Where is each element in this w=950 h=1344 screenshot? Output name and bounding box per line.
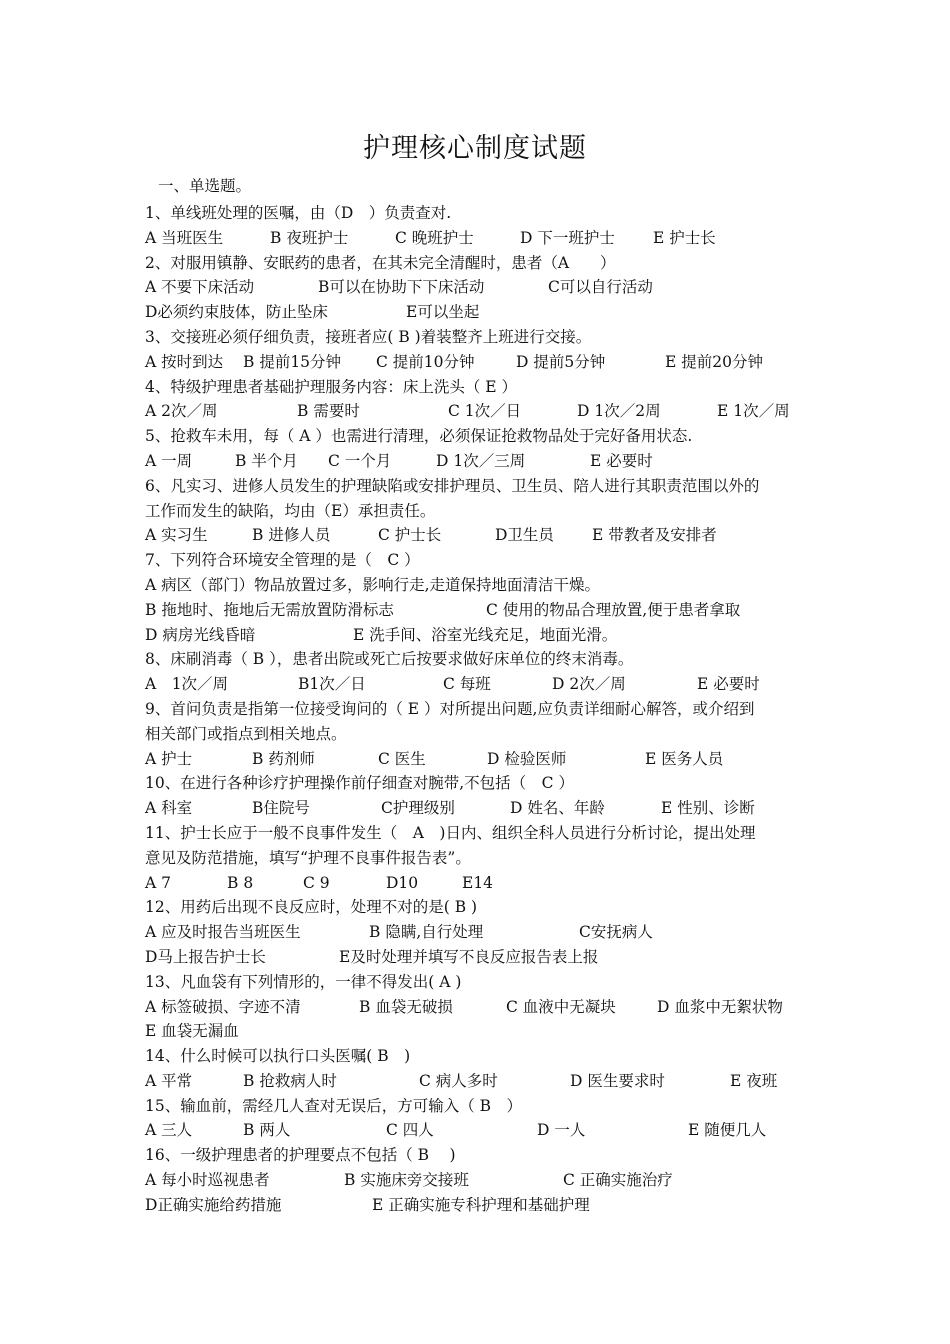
question-line — [145, 499, 810, 524]
answer-option: A 7 — [145, 873, 171, 892]
question-line — [145, 424, 810, 449]
answer-option: D 一人 — [537, 1121, 586, 1140]
question-line — [145, 771, 810, 796]
answer-option: C 病人多时 — [419, 1071, 498, 1090]
question-line — [145, 201, 810, 226]
options-line — [145, 598, 810, 623]
question-text: 12、用药后出现不良反应时，处理不对的是( B ) — [145, 898, 478, 917]
answer-option: A 病区（部门）物品放置过多，影响行走,走道保持地面清洁干燥。 — [145, 575, 601, 594]
answer-option: B 拖地时、拖地后无需放置防滑标志 — [145, 600, 394, 619]
answer-option: A 科室 — [145, 799, 193, 818]
answer-option: A 不要下床活动 — [145, 278, 255, 297]
answer-option: D必须约束肢体，防止坠床 — [145, 303, 328, 322]
answer-option: A 平常 — [145, 1071, 193, 1090]
question-line — [145, 846, 810, 871]
question-text: 相关部门或指点到相关地点。 — [145, 724, 347, 743]
answer-option: D 医生要求时 — [570, 1071, 665, 1090]
options-line — [145, 573, 810, 598]
answer-option: C 晚班护士 — [395, 228, 474, 247]
answer-option: A 护士 — [145, 749, 193, 768]
answer-option: E 必要时 — [590, 451, 653, 470]
question-text: 10、在进行各种诊疗护理操作前仔细查对腕带,不包括（ C ） — [145, 774, 574, 793]
answer-option: D卫生员 — [495, 526, 554, 545]
options-line — [145, 1069, 810, 1094]
question-text: 13、凡血袋有下列情形的，一律不得发出( A ) — [145, 972, 462, 991]
answer-option: B 抢救病人时 — [243, 1071, 337, 1090]
answer-option: B 半个月 — [235, 451, 298, 470]
answer-option: E 随便几人 — [688, 1121, 767, 1140]
options-line — [145, 747, 810, 772]
options-line — [145, 449, 810, 474]
options-line — [145, 995, 810, 1020]
question-text: 14、什么时候可以执行口头医嘱( B ) — [145, 1047, 411, 1066]
options-line — [145, 871, 810, 896]
question-line — [145, 1094, 810, 1119]
answer-option: A 每小时巡视患者 — [145, 1171, 270, 1190]
question-text: 2、对服用镇静、安眠药的患者，在其未完全清醒时，患者（A ） — [145, 253, 616, 272]
options-line — [145, 1193, 810, 1218]
options-line — [145, 945, 810, 970]
answer-option: C安抚病人 — [579, 923, 653, 942]
options-line — [145, 275, 810, 300]
answer-option: D 下一班护士 — [520, 228, 615, 247]
answer-option: A 三人 — [145, 1121, 193, 1140]
answer-option: D正确实施给药措施 — [145, 1195, 282, 1214]
answer-option: A 应及时报告当班医生 — [145, 923, 301, 942]
answer-option: C 正确实施治疗 — [563, 1171, 673, 1190]
answer-option: B 药剂师 — [252, 749, 315, 768]
answer-option: E 1次／周 — [717, 402, 790, 421]
question-line — [145, 474, 810, 499]
answer-option: B住院号 — [252, 799, 310, 818]
question-text: 4、特级护理患者基础护理服务内容：床上洗头（ E ） — [145, 377, 518, 396]
answer-option: A 一周 — [145, 451, 193, 470]
options-line — [145, 672, 810, 697]
answer-option: D10 — [386, 873, 419, 892]
question-text: 7、下列符合环境安全管理的是（ C ） — [145, 551, 420, 570]
answer-option: E可以坐起 — [406, 303, 480, 322]
answer-option: C 护士长 — [378, 526, 442, 545]
question-line — [145, 722, 810, 747]
answer-option: E 性别、诊断 — [661, 799, 755, 818]
answer-option: B 8 — [227, 873, 254, 892]
answer-option: A 1次／周 — [145, 675, 229, 694]
answer-option: E 护士长 — [653, 228, 716, 247]
answer-option: C 四人 — [386, 1121, 434, 1140]
answer-option: B 夜班护士 — [270, 228, 349, 247]
question-text: 8、床刷消毒（ B ），患者出院或死亡后按要求做好床单位的终末消毒。 — [145, 650, 634, 669]
question-text: 3、交接班必须仔细负责，接班者应( B )着装整齐上班进行交接。 — [145, 327, 592, 346]
question-line — [145, 895, 810, 920]
question-text: 11、护士长应于一般不良事件发生（ A )日内、组织全科人员进行分析讨论，提出处理 — [145, 823, 756, 842]
answer-option: E 洗手间、浴室光线充足，地面光滑。 — [353, 625, 618, 644]
answer-option: C 一个月 — [328, 451, 392, 470]
options-line — [145, 920, 810, 945]
options-line — [145, 226, 810, 251]
question-line — [145, 251, 810, 276]
question-text: 16、一级护理患者的护理要点不包括（ B ) — [145, 1146, 456, 1165]
options-line — [145, 350, 810, 375]
question-text: 9、首问负责是指第一位接受询问的（ E ）对所提出问题,应负责详细耐心解答，或介绍到 — [145, 699, 755, 718]
answer-option: C 9 — [303, 873, 330, 892]
answer-option: A 2次／周 — [145, 402, 218, 421]
question-line — [145, 970, 810, 995]
answer-option: E 提前20分钟 — [665, 352, 763, 371]
question-text: 5、抢救车未用，每（ A ）也需进行清理，必须保证抢救物品处于完好备用状态. — [145, 427, 693, 446]
answer-option: E及时处理并填写不良反应报告表上报 — [339, 947, 599, 966]
answer-option: E14 — [462, 873, 494, 892]
answer-option: B1次／日 — [298, 675, 366, 694]
question-text: 6、凡实习、进修人员发生的护理缺陷或安排护理员、卫生员、陪人进行其职责范围以外的 — [145, 476, 760, 495]
answer-option: D 2次／周 — [552, 675, 626, 694]
question-text: 1、单线班处理的医嘱，由（D ）负责查对. — [145, 204, 452, 222]
answer-option: E 必要时 — [697, 675, 760, 694]
answer-option: B 实施床旁交接班 — [344, 1171, 469, 1190]
answer-option: E 血袋无漏血 — [145, 1022, 239, 1041]
answer-option: C可以自行活动 — [548, 278, 653, 297]
answer-option: B 提前15分钟 — [243, 352, 342, 371]
question-line — [145, 548, 810, 573]
answer-option: D 1次／三周 — [436, 451, 526, 470]
document-title: 护理核心制度试题 — [363, 133, 587, 164]
question-line — [145, 325, 810, 350]
answer-option: A 按时到达 — [145, 352, 224, 371]
answer-option: B 血袋无破损 — [359, 997, 453, 1016]
answer-option: B可以在协助下下床活动 — [318, 278, 485, 297]
answer-option: B 隐瞒,自行处理 — [369, 923, 484, 942]
question-text: 工作而发生的缺陷，均由（E）承担责任。 — [145, 501, 436, 520]
answer-option: B 进修人员 — [252, 526, 331, 545]
answer-option: D 姓名、年龄 — [510, 799, 605, 818]
options-line — [145, 623, 810, 648]
options-line — [145, 399, 810, 424]
question-text: 意见及防范措施，填写“护理不良事件报告表”。 — [145, 848, 471, 867]
answer-option: C 每班 — [443, 675, 491, 694]
answer-option: A 标签破损、字迹不清 — [145, 997, 301, 1016]
question-line — [145, 647, 810, 672]
answer-option: E 夜班 — [730, 1071, 778, 1090]
answer-option: D 检验医师 — [487, 749, 567, 768]
answer-option: C 医生 — [378, 749, 426, 768]
answer-option: C 1次／日 — [448, 402, 522, 421]
options-line — [145, 1118, 810, 1143]
question-line — [145, 697, 810, 722]
answer-option: D 血浆中无絮状物 — [657, 997, 783, 1016]
answer-option: D 1次／2周 — [577, 402, 661, 421]
answer-option: C 提前10分钟 — [376, 352, 475, 371]
answer-option: A 当班医生 — [145, 228, 224, 247]
question-line — [145, 821, 810, 846]
answer-option: C 血液中无凝块 — [506, 997, 616, 1016]
answer-option: C 使用的物品合理放置,便于患者拿取 — [486, 600, 741, 619]
answer-option: E 正确实施专科护理和基础护理 — [372, 1195, 590, 1214]
question-line — [145, 1044, 810, 1069]
options-line — [145, 1168, 810, 1193]
question-list — [145, 201, 810, 1218]
answer-option: B 两人 — [243, 1121, 291, 1140]
answer-option: A 实习生 — [145, 526, 208, 545]
answer-option: B 需要时 — [297, 402, 360, 421]
options-line — [145, 523, 810, 548]
question-line — [145, 1143, 810, 1168]
answer-option: C护理级别 — [381, 799, 455, 818]
answer-option: D 提前5分钟 — [516, 352, 606, 371]
question-line — [145, 375, 810, 400]
options-line — [145, 796, 810, 821]
options-line — [145, 300, 810, 325]
answer-option: D马上报告护士长 — [145, 947, 266, 966]
answer-option: E 医务人员 — [645, 749, 724, 768]
answer-option: D 病房光线昏暗 — [145, 625, 256, 644]
section-heading: 一、单选题。 — [158, 177, 252, 195]
answer-option: E 带教者及安排者 — [592, 526, 717, 545]
options-line — [145, 1019, 810, 1044]
question-text: 15、输血前，需经几人查对无误后，方可输入（ B ） — [145, 1096, 523, 1115]
